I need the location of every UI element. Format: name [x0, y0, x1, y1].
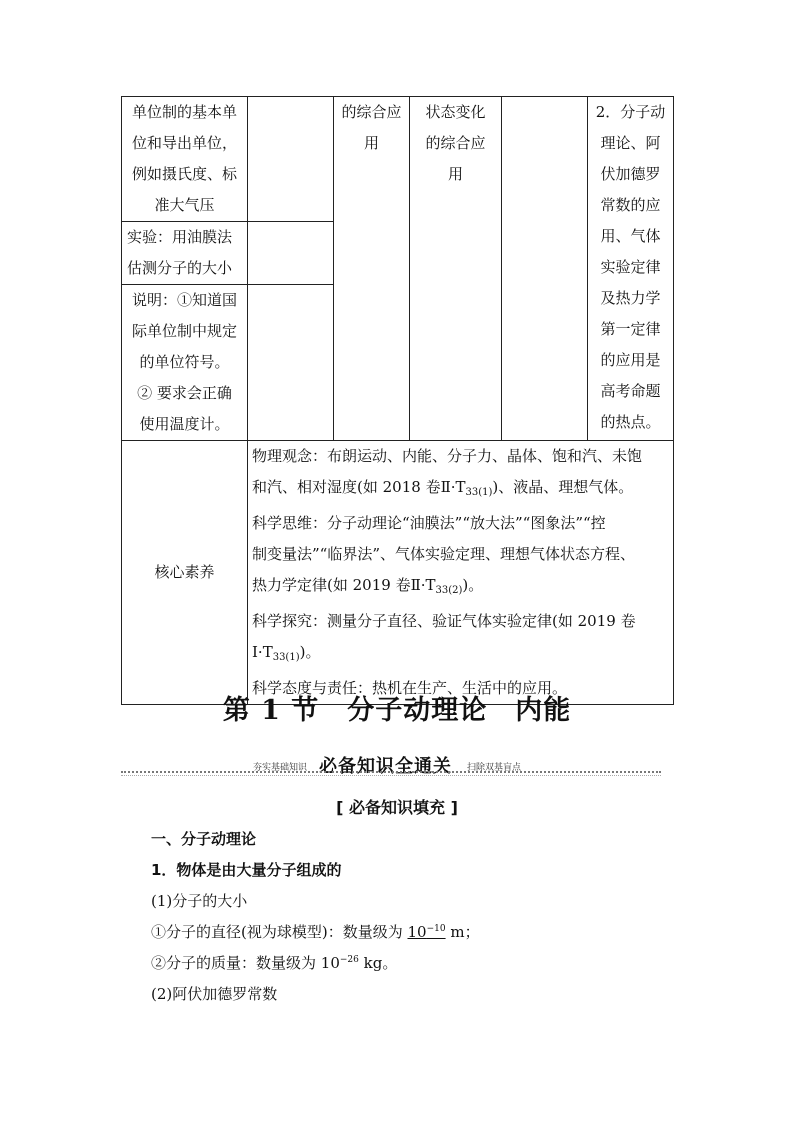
cell-line: 伏加德罗	[600, 165, 661, 183]
cell-line: 高考命题	[600, 382, 661, 400]
cell-line: 实验定律	[600, 258, 661, 276]
banner-right-text: 扫除双基盲点	[467, 763, 522, 773]
table-cell-empty	[502, 97, 588, 441]
left-bracket-icon: [	[336, 798, 344, 817]
right-bracket-icon: ]	[450, 798, 458, 817]
cell-line: 第一定律	[600, 320, 661, 338]
table-cell-col3	[334, 97, 410, 441]
core-line: 热力学定律(如 2019 卷$Ⅱ\cdot T_{33(2)}$)。	[252, 576, 484, 596]
section-name: 分子动理论	[347, 695, 488, 726]
cell-line: 单位制的基本单	[131, 103, 237, 121]
banner-divider	[121, 775, 661, 776]
core-line: 科学思维：分子动理论“油膜法”“放大法”“图象法”“控	[252, 514, 606, 532]
cell-line: 的热点。	[600, 413, 661, 431]
table-cell-empty	[248, 97, 334, 222]
cell-line: 位和导出单位，	[131, 134, 237, 152]
section-number: 第 1 节	[222, 695, 320, 726]
box-heading	[0, 795, 794, 818]
cell-line: 的单位符号。	[139, 353, 230, 371]
cell-line: 的应用是	[600, 351, 661, 369]
cell-line: 及热力学	[600, 289, 661, 307]
blank-answer: $10^{-10}$	[407, 923, 446, 941]
core-literacy-content	[248, 441, 674, 705]
core-line: 和汽、相对湿度(如 2018 卷$Ⅱ\cdot T_{33(1)}$)、液晶、理想气体。	[252, 478, 634, 498]
table-cell-note	[122, 285, 248, 441]
section-title	[0, 688, 794, 727]
cell-line: 例如摄氏度、标	[131, 165, 237, 183]
banner-title: 必备知识全通关	[319, 756, 452, 777]
cell-line: 估测分子的大小	[127, 259, 233, 277]
cell-line: 常数的应	[600, 196, 661, 214]
cell-line: 际单位制中规定	[131, 322, 237, 340]
knowledge-banner	[121, 752, 661, 777]
cell-line: 说明：①知道国	[131, 291, 237, 309]
paragraph-mass: ②分子的质量：数量级为 $10^{-26}$ kg。	[151, 954, 398, 972]
table-cell-empty	[248, 222, 334, 285]
core-literacy-label: 核心素养	[122, 441, 248, 705]
heading-molecular-theory: 一、分子动理论	[151, 830, 257, 848]
cell-line: 用	[363, 134, 379, 152]
core-line: 物理观念：布朗运动、内能、分子力、晶体、饱和汽、未饱	[252, 447, 643, 465]
banner-left-text: 夯实基础知识	[253, 763, 308, 773]
table-cell-empty	[248, 285, 334, 441]
paragraph: (2)阿伏加德罗常数	[151, 985, 278, 1003]
cell-line: 理论、阿	[600, 134, 661, 152]
cell-line: 用	[447, 165, 463, 183]
table-cell-unit-system	[122, 97, 248, 222]
core-line: $Ⅰ\cdot T_{33(1)}$)。	[252, 643, 321, 663]
heading-point-1: 1．物体是由大量分子组成的	[151, 861, 342, 879]
cell-line: 2．分子动	[595, 103, 666, 121]
box-heading-text: 必备知识填充	[348, 798, 445, 817]
cell-line: 准大气压	[154, 196, 215, 214]
syllabus-table	[121, 96, 674, 705]
paragraph: (1)分子的大小	[151, 892, 248, 910]
cell-line: 用、气体	[600, 227, 661, 245]
core-line: 制变量法”“临界法”、气体实验定理、理想气体状态方程、	[252, 545, 636, 563]
cell-line: ② 要求会正确	[137, 384, 232, 402]
core-line: 科学态度与责任：热机在生产、生活中的应用。	[252, 679, 568, 697]
cell-line: 的综合应	[341, 103, 402, 121]
core-line: 科学探究：测量分子直径、验证气体实验定律(如 2019 卷	[252, 612, 636, 630]
table-cell-col4	[410, 97, 502, 441]
table-cell-col6	[588, 97, 674, 441]
cell-line: 使用温度计。	[139, 415, 230, 433]
paragraph-diameter: ①分子的直径(视为球模型)：数量级为 $10^{-10}$ m；	[151, 923, 480, 941]
table-cell-experiment	[122, 222, 248, 285]
cell-line: 实验：用油膜法	[127, 228, 233, 246]
banner-divider	[121, 771, 661, 773]
cell-line: 的综合应	[425, 134, 486, 152]
cell-line: 状态变化	[425, 103, 486, 121]
section-name-2: 内能	[515, 695, 572, 726]
